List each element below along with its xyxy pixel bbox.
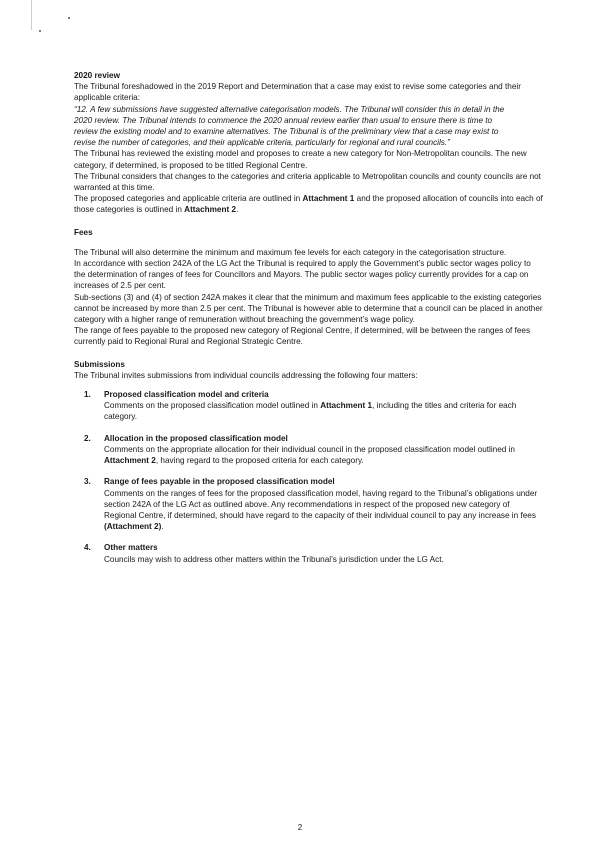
submissions-list <box>74 389 544 565</box>
list-item-title: Allocation in the proposed classification model <box>104 433 288 443</box>
review-quote: “12. A few submissions have suggested alternative categorisation models. The Tribunal will consider this in detail in the 2020 review. The Tribunal intends to commence the 2020 annual review earlier than usual to ensure there is time to review the existing model and to examine alternatives. The Tribunal is of the preliminary view that a case may exist to revise the number of categories, and their applicable criteria, particularly for regional and rural councils.” <box>74 104 505 148</box>
attachment-1-ref: Attachment 1 <box>302 194 355 204</box>
submissions-intro: The Tribunal invites submissions from individual councils addressing the following four matters: <box>74 370 418 380</box>
fees-paragraph-2: In accordance with section 242A of the LG Act the Tribunal is required to apply the Government’s public sector wages policy to the determination of ranges of fees for Councillors and Mayors. The public sector wages policy currently provides for a cap on increases of 2.5 per cent. <box>74 259 531 291</box>
attachment-ref: Attachment 2 <box>104 456 156 466</box>
scan-speck <box>39 30 41 32</box>
list-item-number: 4. <box>84 543 91 553</box>
list-item-title: Range of fees payable in the proposed classification model <box>104 477 335 487</box>
list-item: 2. Allocation in the proposed classification model Comments on the appropriate allocation for their individual council in the proposed classification model outlined in Attachment 2, having regard to the proposed criteria for each category. <box>74 433 544 467</box>
review-paragraph-1: The Tribunal has reviewed the existing model and proposes to create a new category for Non-Metropolitan councils. The new category, if determined, is proposed to be titled Regional Centre. <box>74 149 527 170</box>
fees-paragraph-1: The Tribunal will also determine the minimum and maximum fee levels for each category in the categorisation structure. <box>74 247 507 257</box>
list-item: 4. Other matters Councils may wish to address other matters within the Tribunal’s jurisdiction under the LG Act. <box>74 542 544 564</box>
list-item-number: 1. <box>84 390 91 400</box>
page-number: 2 <box>297 823 303 832</box>
section-heading-2020-review: 2020 review <box>74 71 120 80</box>
review-intro: The Tribunal foreshadowed in the 2019 Report and Determination that a case may exist to revise some categories and their applicable criteria: <box>74 82 521 103</box>
scan-edge <box>31 0 32 30</box>
list-item-title: Other matters <box>104 543 158 553</box>
list-item: 3. Range of fees payable in the proposed classification model Comments on the ranges of fees for the proposed classification model, having regard to the Tribunal’s obligations under section 242A of the LG Act as outlined above. Any recommendations in respect of the proposed new category of Regional Centre, if determined, should have regard to the capacity of their individual council to pay any increase in fees (Attachment 2). <box>74 476 544 532</box>
document-page <box>74 70 544 575</box>
list-item-title: Proposed classification model and criteria <box>104 390 269 400</box>
attachment-ref: Attachment 1 <box>320 401 373 411</box>
scan-speck <box>68 17 70 19</box>
fees-paragraph-3: Sub-sections (3) and (4) of section 242A makes it clear that the minimum and maximum fees applicable to the existing categories cannot be increased by more than 2.5 per cent. The Tribunal is however able to determine that a council can be placed in another category with a higher range of remuneration without breaching the government’s wage policy. <box>74 292 543 325</box>
review-paragraph-3: The proposed categories and applicable criteria are outlined in Attachment 1 and the proposed allocation of councils into each of those categories is outlined in Attachment 2. <box>74 194 543 215</box>
list-item: 1. Proposed classification model and criteria Comments on the proposed classification model outlined in Attachment 1, including the titles and criteria for each category. <box>74 389 544 423</box>
list-item-number: 3. <box>84 477 91 487</box>
attachment-ref: (Attachment 2) <box>104 522 162 532</box>
fees-paragraph-4: The range of fees payable to the proposed new category of Regional Centre, if determined, will be between the ranges of fees currently paid to Regional Rural and Regional Strategic Centre. <box>74 326 531 347</box>
attachment-2-ref: Attachment 2 <box>184 205 237 215</box>
review-paragraph-2: The Tribunal considers that changes to the categories and criteria applicable to Metropolitan councils and county councils are not warranted at this time. <box>74 171 541 193</box>
section-heading-fees: Fees <box>74 227 93 237</box>
section-heading-submissions: Submissions <box>74 359 125 369</box>
list-item-number: 2. <box>84 433 91 443</box>
